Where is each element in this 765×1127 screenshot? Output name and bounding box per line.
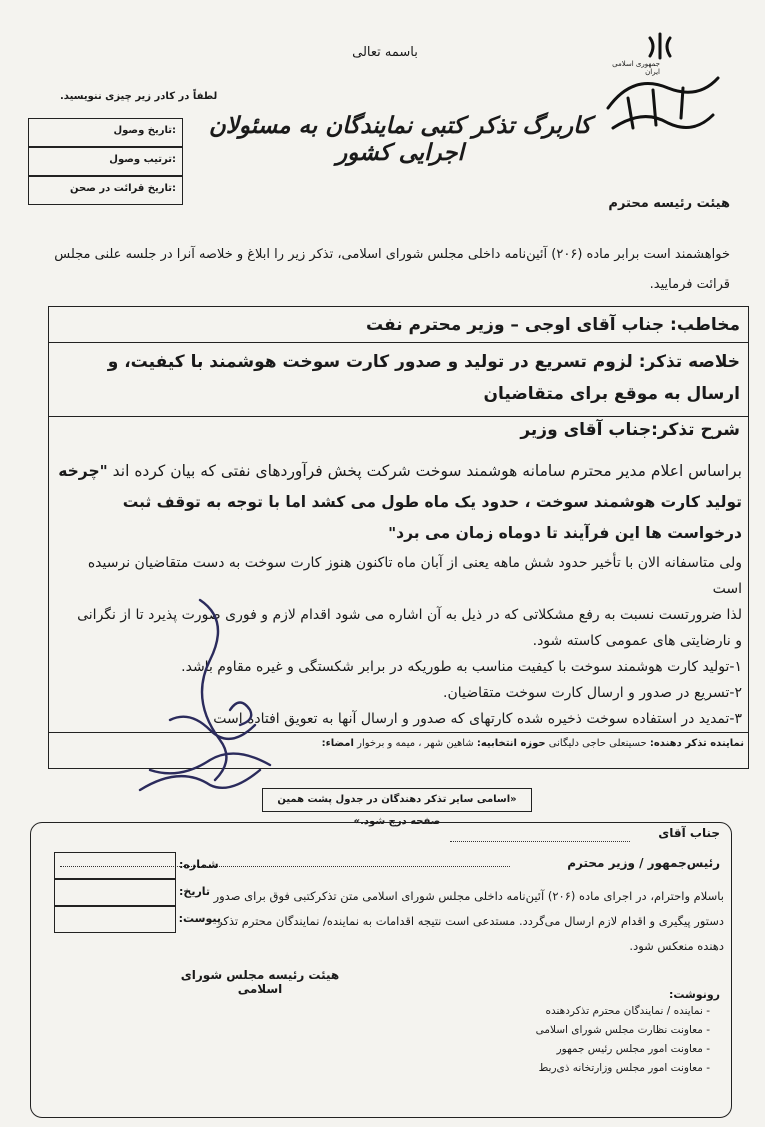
response-signature: هیئت رئیسه مجلس شورای اسلامی (180, 968, 340, 996)
cc-item: - معاونت امور مجلس رئیس جمهور (556, 1043, 710, 1055)
cc-item: - معاونت امور مجلس وزارتخانه ذی‌ربط (538, 1062, 710, 1074)
memo-item-1: ۱-تولید کارت هوشمند سوخت با کیفیت مناسب به طوریکه در برابر شکستگی و غیره مقاوم باشد. (181, 659, 742, 675)
org-line: جمهوری اسلامی ایران (612, 60, 660, 76)
divider (48, 416, 749, 417)
cc-title: رونوشت: (668, 988, 720, 1001)
rep-name: حسینعلی حاجی دلیگانی (548, 738, 647, 749)
reading-date-label: تاریخ قرائت در صحن: (70, 183, 176, 194)
memo-explanation-title: شرح تذکر:جناب آقای وزیر (520, 420, 740, 440)
response-text: باسلام واحترام، در اجرای ماده (۲۰۶) آئین‌نامه داخلی مجلس شورای اسلامی متن تذکرکتبی فوق برای صدور دستور پیگیری و اقدام لازم ارسال می‌گردد. مستدعی است نتیجه اقدامات به نماینده/ نمایندگان محترم تذکر دهنده منعکس شود. (213, 889, 724, 953)
memo-paragraph-1 (58, 456, 742, 549)
attachment-label: پیوست: (178, 912, 221, 925)
memo-summary: خلاصه تذکر: لزوم تسریع در تولید و صدور کارت سوخت هوشمند با کیفیت، و ارسال به موقع برای متقاضیان (107, 352, 740, 404)
addressee-group: هیئت رئیسه محترم (608, 196, 730, 211)
district: شاهین شهر ، میمه و برخوار (357, 738, 474, 749)
memo-item-2: ۲-تسریع در صدور و ارسال کارت سوخت متقاضیان. (443, 685, 742, 701)
handwritten-signature (110, 590, 310, 810)
number-label: شماره: (179, 858, 219, 871)
cc-item: - نماینده / نمایندگان محترم تذکردهنده (545, 1005, 710, 1017)
receipt-date-box (28, 118, 183, 147)
form-title: کاربرگ تذکر کتبی نمایندگان به مسئولان اجرایی کشور (208, 112, 592, 166)
receipt-order-label: ترتیب وصول: (109, 154, 176, 165)
memo-line: ولی متاسفانه الان با تأخیر حدود شش ماهه یعنی از آبان ماه تاکنون هنوز کارت سوخت به دست متقاضیان نرسیده است (87, 555, 742, 597)
other-signers-note: «اسامی سایر تذکر دهندگان در جدول پشت همین صفحه درج شود.» (262, 788, 532, 812)
memo-line: لذا ضرورتست نسبت به رفع مشکلاتی که در ذیل به آن اشاره می شود اقدام لازم و فوری صورت پذیرد تا از نگرانی (77, 607, 742, 623)
district-label: حوزه انتخابیه: (476, 738, 546, 749)
p1-normal: براساس اعلام مدیر محترم سامانه هوشمند سوخت شرکت پخش فرآوردهای نفتی که بیان کرده اند (107, 462, 742, 480)
number-box (54, 852, 219, 879)
divider (48, 342, 749, 343)
dotted-line (450, 841, 630, 842)
receipt-date-label: تاریخ وصول: (113, 125, 176, 136)
intro-paragraph: خواهشمند است برابر ماده (۲۰۶) آئین‌نامه داخلی مجلس شورای اسلامی، تذکر زیر را ابلاغ و خلاصه آنرا در جلسه علنی مجلس قرائت فرمایید. (54, 247, 730, 292)
memo-item-3: ۳-تمدید در استفاده سوخت ذخیره شده کارتهای که صدور و ارسال آنها به تعویق افتاده است (213, 711, 742, 727)
p1-bold-quote: "چرخه تولید کارت هوشمند سوخت ، حدود یک ماه طول می کشد اما با توجه به توقف ثبت درخواست ها این فرآیند تا دوماه زمان می برد" (58, 462, 742, 542)
representative-line (60, 738, 744, 749)
response-to: جناب آقای (658, 826, 720, 840)
memo-addressee: مخاطب: جناب آقای اوجی – وزیر محترم نفت (366, 315, 740, 335)
memo-line: و نارضایتی های عمومی کاسته شود. (532, 633, 742, 649)
attachment-box (54, 906, 221, 933)
date-box (54, 879, 211, 906)
bismillah: باسمه تعالی (352, 45, 418, 60)
response-president: رئیس‌جمهور / وزیر محترم (567, 856, 720, 870)
reading-date-box (28, 176, 183, 205)
parliament-logo (598, 28, 728, 158)
receipt-order-box (28, 147, 183, 176)
date-label: تاریخ: (179, 885, 211, 898)
do-not-write-note: لطفاً در کادر زیر چیزی ننویسید. (60, 91, 218, 102)
signature-label: امضاء: (321, 738, 354, 749)
rep-label: نماینده تذکر دهنده: (649, 738, 744, 749)
cc-item: - معاونت نظارت مجلس شورای اسلامی (535, 1024, 710, 1036)
